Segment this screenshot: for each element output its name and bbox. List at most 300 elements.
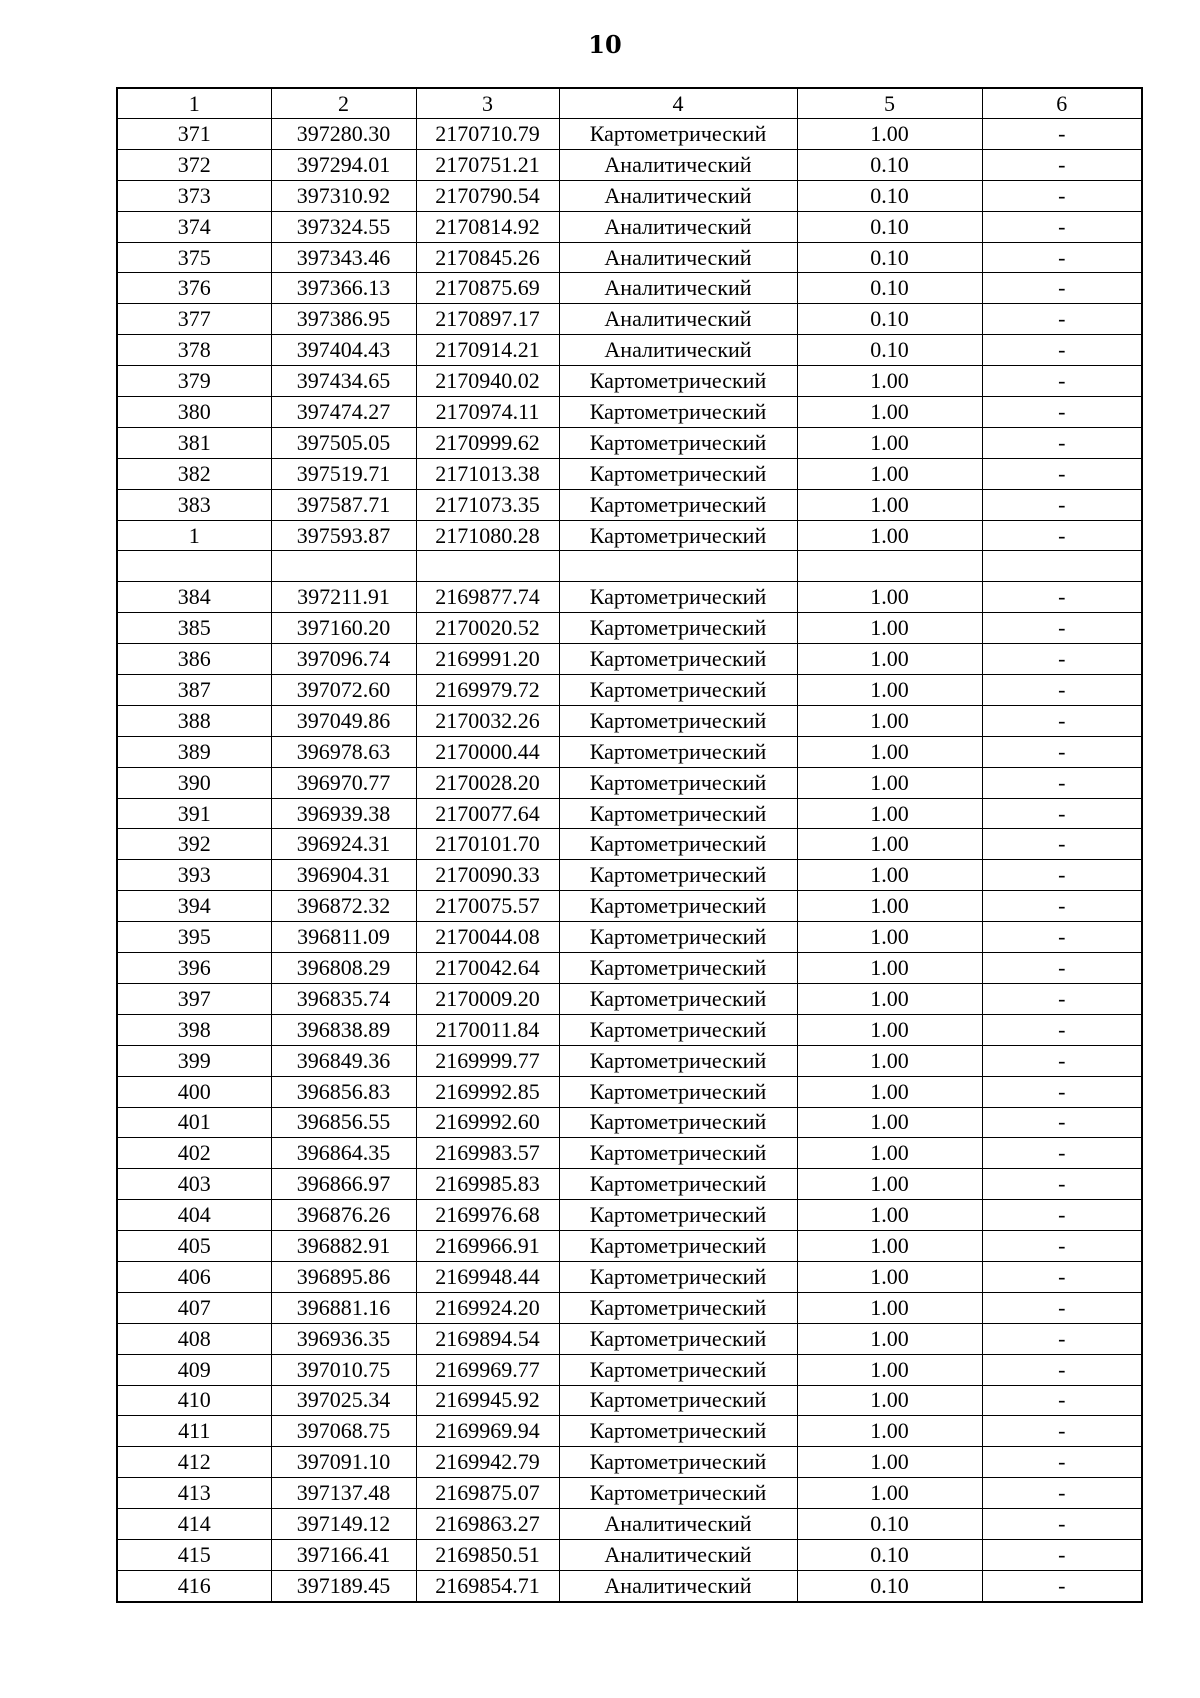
- column-header: 2: [271, 88, 416, 119]
- table-row: [117, 551, 1142, 582]
- x-coordinate-cell: 397025.34: [271, 1385, 416, 1416]
- point-number-cell: 401: [117, 1107, 271, 1138]
- description-cell: -: [982, 613, 1142, 644]
- point-number-cell: 371: [117, 119, 271, 150]
- column-header: 1: [117, 88, 271, 119]
- method-cell: Аналитический: [559, 304, 797, 335]
- table-row: [117, 891, 1142, 922]
- y-coordinate-cell: 2170044.08: [416, 922, 559, 953]
- y-coordinate-cell: 2169992.60: [416, 1107, 559, 1138]
- point-number-cell: 388: [117, 705, 271, 736]
- table-row: [117, 1292, 1142, 1323]
- y-coordinate-cell: 2170020.52: [416, 613, 559, 644]
- x-coordinate-cell: 397343.46: [271, 242, 416, 273]
- accuracy-cell: 1.00: [797, 1076, 982, 1107]
- accuracy-cell: 1.00: [797, 1200, 982, 1231]
- description-cell: -: [982, 798, 1142, 829]
- table-row: [117, 1447, 1142, 1478]
- method-cell: Картометрический: [559, 520, 797, 551]
- column-header: 4: [559, 88, 797, 119]
- accuracy-cell: 1.00: [797, 953, 982, 984]
- method-cell: Картометрический: [559, 1076, 797, 1107]
- table-row: [117, 1169, 1142, 1200]
- accuracy-cell: 1.00: [797, 1231, 982, 1262]
- table-row: [117, 1138, 1142, 1169]
- description-cell: -: [982, 520, 1142, 551]
- x-coordinate-cell: 396970.77: [271, 767, 416, 798]
- table-row: [117, 1261, 1142, 1292]
- method-cell: Картометрический: [559, 366, 797, 397]
- x-coordinate-cell: 396881.16: [271, 1292, 416, 1323]
- x-coordinate-cell: 396849.36: [271, 1045, 416, 1076]
- x-coordinate-cell: 396856.83: [271, 1076, 416, 1107]
- description-cell: -: [982, 1323, 1142, 1354]
- accuracy-cell: 0.10: [797, 1539, 982, 1570]
- description-cell: -: [982, 1354, 1142, 1385]
- method-cell: Картометрический: [559, 1107, 797, 1138]
- x-coordinate-cell: 397505.05: [271, 427, 416, 458]
- table-row: [117, 1539, 1142, 1570]
- point-number-cell: 383: [117, 489, 271, 520]
- table-row: [117, 1076, 1142, 1107]
- y-coordinate-cell: [416, 551, 559, 582]
- description-cell: -: [982, 1045, 1142, 1076]
- y-coordinate-cell: 2170751.21: [416, 149, 559, 180]
- method-cell: Картометрический: [559, 675, 797, 706]
- table-row: [117, 1107, 1142, 1138]
- x-coordinate-cell: 397072.60: [271, 675, 416, 706]
- table-row: [117, 613, 1142, 644]
- y-coordinate-cell: 2170009.20: [416, 983, 559, 1014]
- point-number-cell: 375: [117, 242, 271, 273]
- y-coordinate-cell: 2169979.72: [416, 675, 559, 706]
- accuracy-cell: 1.00: [797, 489, 982, 520]
- y-coordinate-cell: 2170875.69: [416, 273, 559, 304]
- accuracy-cell: 1.00: [797, 119, 982, 150]
- x-coordinate-cell: 396924.31: [271, 829, 416, 860]
- description-cell: -: [982, 211, 1142, 242]
- table-row: [117, 705, 1142, 736]
- point-number-cell: 410: [117, 1385, 271, 1416]
- accuracy-cell: 1.00: [797, 427, 982, 458]
- description-cell: -: [982, 953, 1142, 984]
- table-row: [117, 736, 1142, 767]
- x-coordinate-cell: 397010.75: [271, 1354, 416, 1385]
- point-number-cell: 400: [117, 1076, 271, 1107]
- description-cell: -: [982, 1385, 1142, 1416]
- accuracy-cell: 1.00: [797, 458, 982, 489]
- method-cell: Картометрический: [559, 922, 797, 953]
- accuracy-cell: 1.00: [797, 675, 982, 706]
- description-cell: -: [982, 1509, 1142, 1540]
- point-number-cell: 412: [117, 1447, 271, 1478]
- y-coordinate-cell: 2170028.20: [416, 767, 559, 798]
- point-number-cell: 381: [117, 427, 271, 458]
- method-cell: Картометрический: [559, 736, 797, 767]
- method-cell: Аналитический: [559, 242, 797, 273]
- point-number-cell: 416: [117, 1570, 271, 1601]
- description-cell: -: [982, 180, 1142, 211]
- point-number-cell: 379: [117, 366, 271, 397]
- accuracy-cell: 1.00: [797, 1478, 982, 1509]
- y-coordinate-cell: 2169924.20: [416, 1292, 559, 1323]
- description-cell: -: [982, 1447, 1142, 1478]
- description-cell: -: [982, 829, 1142, 860]
- column-header: 6: [982, 88, 1142, 119]
- method-cell: Картометрический: [559, 427, 797, 458]
- description-cell: -: [982, 1107, 1142, 1138]
- method-cell: Картометрический: [559, 644, 797, 675]
- y-coordinate-cell: 2169854.71: [416, 1570, 559, 1601]
- table-row: [117, 242, 1142, 273]
- description-cell: -: [982, 891, 1142, 922]
- accuracy-cell: 0.10: [797, 242, 982, 273]
- table-row: [117, 922, 1142, 953]
- method-cell: Картометрический: [559, 891, 797, 922]
- accuracy-cell: 1.00: [797, 1416, 982, 1447]
- x-coordinate-cell: 396904.31: [271, 860, 416, 891]
- description-cell: -: [982, 149, 1142, 180]
- x-coordinate-cell: [271, 551, 416, 582]
- page-number: 10: [588, 30, 622, 59]
- y-coordinate-cell: 2169948.44: [416, 1261, 559, 1292]
- x-coordinate-cell: 397294.01: [271, 149, 416, 180]
- y-coordinate-cell: 2169985.83: [416, 1169, 559, 1200]
- table-row: [117, 335, 1142, 366]
- method-cell: Аналитический: [559, 1509, 797, 1540]
- table-row: [117, 520, 1142, 551]
- accuracy-cell: 1.00: [797, 1354, 982, 1385]
- description-cell: -: [982, 273, 1142, 304]
- y-coordinate-cell: 2170845.26: [416, 242, 559, 273]
- accuracy-cell: 1.00: [797, 613, 982, 644]
- point-number-cell: 404: [117, 1200, 271, 1231]
- description-cell: -: [982, 335, 1142, 366]
- accuracy-cell: 1.00: [797, 1261, 982, 1292]
- accuracy-cell: 1.00: [797, 1169, 982, 1200]
- y-coordinate-cell: 2171013.38: [416, 458, 559, 489]
- x-coordinate-cell: 397434.65: [271, 366, 416, 397]
- y-coordinate-cell: 2170101.70: [416, 829, 559, 860]
- point-number-cell: 407: [117, 1292, 271, 1323]
- description-cell: -: [982, 1539, 1142, 1570]
- point-number-cell: 389: [117, 736, 271, 767]
- point-number-cell: 376: [117, 273, 271, 304]
- y-coordinate-cell: 2169863.27: [416, 1509, 559, 1540]
- x-coordinate-cell: 397068.75: [271, 1416, 416, 1447]
- accuracy-cell: 1.00: [797, 1045, 982, 1076]
- description-cell: -: [982, 582, 1142, 613]
- method-cell: Картометрический: [559, 1323, 797, 1354]
- method-cell: Картометрический: [559, 1292, 797, 1323]
- table-row: [117, 1385, 1142, 1416]
- description-cell: -: [982, 1570, 1142, 1601]
- y-coordinate-cell: 2169983.57: [416, 1138, 559, 1169]
- description-cell: -: [982, 1014, 1142, 1045]
- y-coordinate-cell: 2169992.85: [416, 1076, 559, 1107]
- accuracy-cell: 0.10: [797, 1509, 982, 1540]
- accuracy-cell: 0.10: [797, 304, 982, 335]
- description-cell: -: [982, 397, 1142, 428]
- table-row: [117, 1509, 1142, 1540]
- x-coordinate-cell: 397593.87: [271, 520, 416, 551]
- y-coordinate-cell: 2170077.64: [416, 798, 559, 829]
- point-number-cell: 403: [117, 1169, 271, 1200]
- method-cell: Картометрический: [559, 953, 797, 984]
- y-coordinate-cell: 2170042.64: [416, 953, 559, 984]
- method-cell: Аналитический: [559, 1570, 797, 1601]
- description-cell: -: [982, 366, 1142, 397]
- point-number-cell: 390: [117, 767, 271, 798]
- table-row: [117, 489, 1142, 520]
- point-number-cell: 413: [117, 1478, 271, 1509]
- x-coordinate-cell: 396808.29: [271, 953, 416, 984]
- accuracy-cell: 0.10: [797, 273, 982, 304]
- x-coordinate-cell: 397474.27: [271, 397, 416, 428]
- method-cell: Картометрический: [559, 1231, 797, 1262]
- table-row: [117, 1354, 1142, 1385]
- y-coordinate-cell: 2170814.92: [416, 211, 559, 242]
- description-cell: -: [982, 736, 1142, 767]
- description-cell: -: [982, 1416, 1142, 1447]
- accuracy-cell: 0.10: [797, 335, 982, 366]
- point-number-cell: 373: [117, 180, 271, 211]
- y-coordinate-cell: 2169991.20: [416, 644, 559, 675]
- y-coordinate-cell: 2169969.77: [416, 1354, 559, 1385]
- description-cell: [982, 551, 1142, 582]
- description-cell: -: [982, 675, 1142, 706]
- coordinates-table: [116, 87, 1143, 1603]
- description-cell: -: [982, 119, 1142, 150]
- table-row: [117, 1570, 1142, 1601]
- point-number-cell: 391: [117, 798, 271, 829]
- y-coordinate-cell: 2169877.74: [416, 582, 559, 613]
- point-number-cell: 392: [117, 829, 271, 860]
- x-coordinate-cell: 397137.48: [271, 1478, 416, 1509]
- description-cell: -: [982, 242, 1142, 273]
- description-cell: -: [982, 304, 1142, 335]
- y-coordinate-cell: 2169945.92: [416, 1385, 559, 1416]
- description-cell: -: [982, 922, 1142, 953]
- x-coordinate-cell: 397587.71: [271, 489, 416, 520]
- description-cell: -: [982, 705, 1142, 736]
- point-number-cell: 399: [117, 1045, 271, 1076]
- table-row: [117, 211, 1142, 242]
- x-coordinate-cell: 396936.35: [271, 1323, 416, 1354]
- x-coordinate-cell: 396864.35: [271, 1138, 416, 1169]
- point-number-cell: 409: [117, 1354, 271, 1385]
- accuracy-cell: 1.00: [797, 1138, 982, 1169]
- x-coordinate-cell: 397211.91: [271, 582, 416, 613]
- y-coordinate-cell: 2169850.51: [416, 1539, 559, 1570]
- x-coordinate-cell: 397386.95: [271, 304, 416, 335]
- x-coordinate-cell: 397160.20: [271, 613, 416, 644]
- description-cell: -: [982, 458, 1142, 489]
- x-coordinate-cell: 396866.97: [271, 1169, 416, 1200]
- point-number-cell: 397: [117, 983, 271, 1014]
- y-coordinate-cell: 2169969.94: [416, 1416, 559, 1447]
- method-cell: Картометрический: [559, 613, 797, 644]
- y-coordinate-cell: 2171073.35: [416, 489, 559, 520]
- point-number-cell: 414: [117, 1509, 271, 1540]
- x-coordinate-cell: 396882.91: [271, 1231, 416, 1262]
- description-cell: -: [982, 1292, 1142, 1323]
- table-row: [117, 1416, 1142, 1447]
- method-cell: Картометрический: [559, 705, 797, 736]
- method-cell: Картометрический: [559, 1478, 797, 1509]
- table-row: [117, 1200, 1142, 1231]
- method-cell: Картометрический: [559, 1385, 797, 1416]
- description-cell: -: [982, 1231, 1142, 1262]
- y-coordinate-cell: 2170897.17: [416, 304, 559, 335]
- x-coordinate-cell: 396838.89: [271, 1014, 416, 1045]
- x-coordinate-cell: 397091.10: [271, 1447, 416, 1478]
- accuracy-cell: 1.00: [797, 860, 982, 891]
- y-coordinate-cell: 2170090.33: [416, 860, 559, 891]
- table-row: [117, 582, 1142, 613]
- y-coordinate-cell: 2169976.68: [416, 1200, 559, 1231]
- method-cell: Картометрический: [559, 397, 797, 428]
- x-coordinate-cell: 397149.12: [271, 1509, 416, 1540]
- description-cell: -: [982, 644, 1142, 675]
- point-number-cell: 1: [117, 520, 271, 551]
- description-cell: -: [982, 983, 1142, 1014]
- table-row: [117, 458, 1142, 489]
- point-number-cell: [117, 551, 271, 582]
- method-cell: Картометрический: [559, 119, 797, 150]
- table-row: [117, 860, 1142, 891]
- method-cell: Картометрический: [559, 767, 797, 798]
- method-cell: Аналитический: [559, 180, 797, 211]
- method-cell: Картометрический: [559, 489, 797, 520]
- y-coordinate-cell: 2170075.57: [416, 891, 559, 922]
- description-cell: -: [982, 1478, 1142, 1509]
- y-coordinate-cell: 2170032.26: [416, 705, 559, 736]
- accuracy-cell: 1.00: [797, 891, 982, 922]
- accuracy-cell: 1.00: [797, 1107, 982, 1138]
- x-coordinate-cell: 397310.92: [271, 180, 416, 211]
- table-row: [117, 767, 1142, 798]
- table-row: [117, 953, 1142, 984]
- y-coordinate-cell: 2171080.28: [416, 520, 559, 551]
- x-coordinate-cell: 397280.30: [271, 119, 416, 150]
- column-header: 5: [797, 88, 982, 119]
- table-row: [117, 1014, 1142, 1045]
- table-row: [117, 1045, 1142, 1076]
- accuracy-cell: 0.10: [797, 1570, 982, 1601]
- y-coordinate-cell: 2169875.07: [416, 1478, 559, 1509]
- x-coordinate-cell: 397366.13: [271, 273, 416, 304]
- point-number-cell: 382: [117, 458, 271, 489]
- method-cell: Картометрический: [559, 1045, 797, 1076]
- method-cell: Картометрический: [559, 860, 797, 891]
- table-row: [117, 644, 1142, 675]
- point-number-cell: 378: [117, 335, 271, 366]
- accuracy-cell: 1.00: [797, 1385, 982, 1416]
- x-coordinate-cell: 397519.71: [271, 458, 416, 489]
- y-coordinate-cell: 2169894.54: [416, 1323, 559, 1354]
- accuracy-cell: 0.10: [797, 180, 982, 211]
- accuracy-cell: 1.00: [797, 983, 982, 1014]
- accuracy-cell: 1.00: [797, 644, 982, 675]
- description-cell: -: [982, 1076, 1142, 1107]
- method-cell: Аналитический: [559, 273, 797, 304]
- method-cell: Аналитический: [559, 211, 797, 242]
- table-row: [117, 397, 1142, 428]
- description-cell: -: [982, 860, 1142, 891]
- method-cell: Картометрический: [559, 1169, 797, 1200]
- accuracy-cell: 1.00: [797, 922, 982, 953]
- table-row: [117, 1231, 1142, 1262]
- x-coordinate-cell: 397166.41: [271, 1539, 416, 1570]
- table-row: [117, 149, 1142, 180]
- table-row: [117, 675, 1142, 706]
- table-row: [117, 798, 1142, 829]
- method-cell: Картометрический: [559, 1138, 797, 1169]
- point-number-cell: 377: [117, 304, 271, 335]
- accuracy-cell: 1.00: [797, 829, 982, 860]
- accuracy-cell: 1.00: [797, 1292, 982, 1323]
- y-coordinate-cell: 2170940.02: [416, 366, 559, 397]
- method-cell: Картометрический: [559, 1416, 797, 1447]
- accuracy-cell: [797, 551, 982, 582]
- method-cell: Картометрический: [559, 1014, 797, 1045]
- method-cell: Картометрический: [559, 458, 797, 489]
- description-cell: -: [982, 427, 1142, 458]
- x-coordinate-cell: 396872.32: [271, 891, 416, 922]
- method-cell: Аналитический: [559, 335, 797, 366]
- table-row: [117, 119, 1142, 150]
- y-coordinate-cell: 2170710.79: [416, 119, 559, 150]
- point-number-cell: 396: [117, 953, 271, 984]
- point-number-cell: 374: [117, 211, 271, 242]
- y-coordinate-cell: 2170974.11: [416, 397, 559, 428]
- point-number-cell: 393: [117, 860, 271, 891]
- x-coordinate-cell: 396835.74: [271, 983, 416, 1014]
- table-row: [117, 1478, 1142, 1509]
- point-number-cell: 411: [117, 1416, 271, 1447]
- y-coordinate-cell: 2170999.62: [416, 427, 559, 458]
- table-row: [117, 1323, 1142, 1354]
- y-coordinate-cell: 2170790.54: [416, 180, 559, 211]
- table-row: [117, 273, 1142, 304]
- table-row: [117, 829, 1142, 860]
- point-number-cell: 386: [117, 644, 271, 675]
- point-number-cell: 395: [117, 922, 271, 953]
- method-cell: Картометрический: [559, 1447, 797, 1478]
- x-coordinate-cell: 396895.86: [271, 1261, 416, 1292]
- point-number-cell: 405: [117, 1231, 271, 1262]
- accuracy-cell: 1.00: [797, 767, 982, 798]
- method-cell: Картометрический: [559, 582, 797, 613]
- accuracy-cell: 1.00: [797, 705, 982, 736]
- description-cell: -: [982, 489, 1142, 520]
- accuracy-cell: 1.00: [797, 1014, 982, 1045]
- accuracy-cell: 1.00: [797, 1323, 982, 1354]
- y-coordinate-cell: 2169999.77: [416, 1045, 559, 1076]
- x-coordinate-cell: 397324.55: [271, 211, 416, 242]
- table-row: [117, 180, 1142, 211]
- point-number-cell: 415: [117, 1539, 271, 1570]
- y-coordinate-cell: 2170000.44: [416, 736, 559, 767]
- y-coordinate-cell: 2169942.79: [416, 1447, 559, 1478]
- table-header-row: [117, 88, 1142, 119]
- accuracy-cell: 1.00: [797, 1447, 982, 1478]
- y-coordinate-cell: 2169966.91: [416, 1231, 559, 1262]
- point-number-cell: 394: [117, 891, 271, 922]
- description-cell: -: [982, 1200, 1142, 1231]
- method-cell: Картометрический: [559, 983, 797, 1014]
